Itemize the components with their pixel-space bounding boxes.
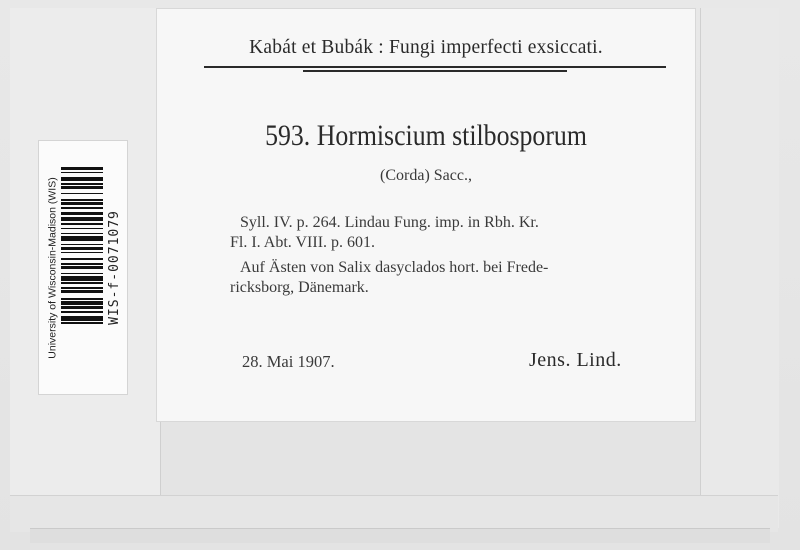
species-authority: (Corda) Sacc., (380, 167, 472, 184)
barcode-stripe (61, 273, 103, 275)
barcode-stripe (61, 186, 103, 189)
barcode-stripe (61, 287, 103, 289)
barcode-stripe (61, 199, 103, 201)
barcode-stripe (61, 322, 103, 324)
barcode-stripe (61, 244, 103, 246)
barcode-stripe (61, 258, 103, 260)
barcode-stripe (61, 236, 103, 241)
series-title: Kabát et Bubák : Fungi imperfecti exsiccati. (249, 37, 603, 58)
envelope-bottom-flap (10, 495, 778, 532)
barcode-stripe (61, 202, 103, 205)
collection-date: 28. Mai 1907. (242, 352, 335, 371)
locality-line: ricksborg, Dänemark. (230, 279, 369, 296)
barcode-stripe (61, 301, 103, 304)
barcode-stripe (61, 207, 103, 209)
barcode-bars (61, 167, 103, 369)
barcode-stripe (61, 311, 103, 313)
barcode-stripe (61, 276, 103, 281)
envelope-right-flap (700, 8, 779, 528)
barcode-stripe (61, 183, 103, 185)
envelope-bottom-edge (30, 528, 770, 543)
barcode-code (103, 141, 125, 394)
title-rule-long (204, 66, 666, 68)
barcode-stripe (61, 266, 103, 269)
barcode-institution (43, 141, 63, 394)
barcode-stripe (61, 223, 103, 225)
literature-reference (230, 213, 670, 253)
reference-line: Fl. I. Abt. VIII. p. 601. (230, 234, 376, 251)
barcode-stripe (61, 247, 103, 250)
title-rule-short (303, 70, 567, 72)
barcode-stripe (61, 212, 103, 215)
reference-line: Syll. IV. p. 264. Lindau Fung. imp. in Rbh. Kr. (240, 214, 539, 231)
barcode-stripe (61, 252, 103, 254)
specimen-label (157, 9, 695, 421)
barcode-stripe (61, 177, 103, 182)
barcode-stripe (61, 263, 103, 265)
locality-line: Auf Ästen von Salix dasyclados hort. bei Frede- (240, 259, 549, 276)
barcode-number: WIS-f-0071079 (106, 210, 122, 325)
barcode-label (38, 140, 128, 395)
barcode-stripe (61, 290, 103, 293)
barcode-stripe (61, 193, 103, 195)
barcode-stripe (61, 298, 103, 300)
collector-name: Jens. Lind. (529, 349, 622, 371)
barcode-stripe (61, 306, 103, 309)
barcode-stripe (61, 282, 103, 284)
species-title: 593. Hormiscium stilbosporum (265, 119, 587, 152)
barcode-stripe (61, 316, 103, 321)
barcode-stripe (61, 217, 103, 222)
barcode-stripe (61, 172, 103, 174)
barcode-stripe (61, 167, 103, 170)
locality-text (230, 258, 670, 298)
barcode-stripe (61, 228, 103, 230)
barcode-stripe (61, 233, 103, 235)
institution-text: University of Wisconsin-Madison (WIS) (47, 176, 60, 359)
